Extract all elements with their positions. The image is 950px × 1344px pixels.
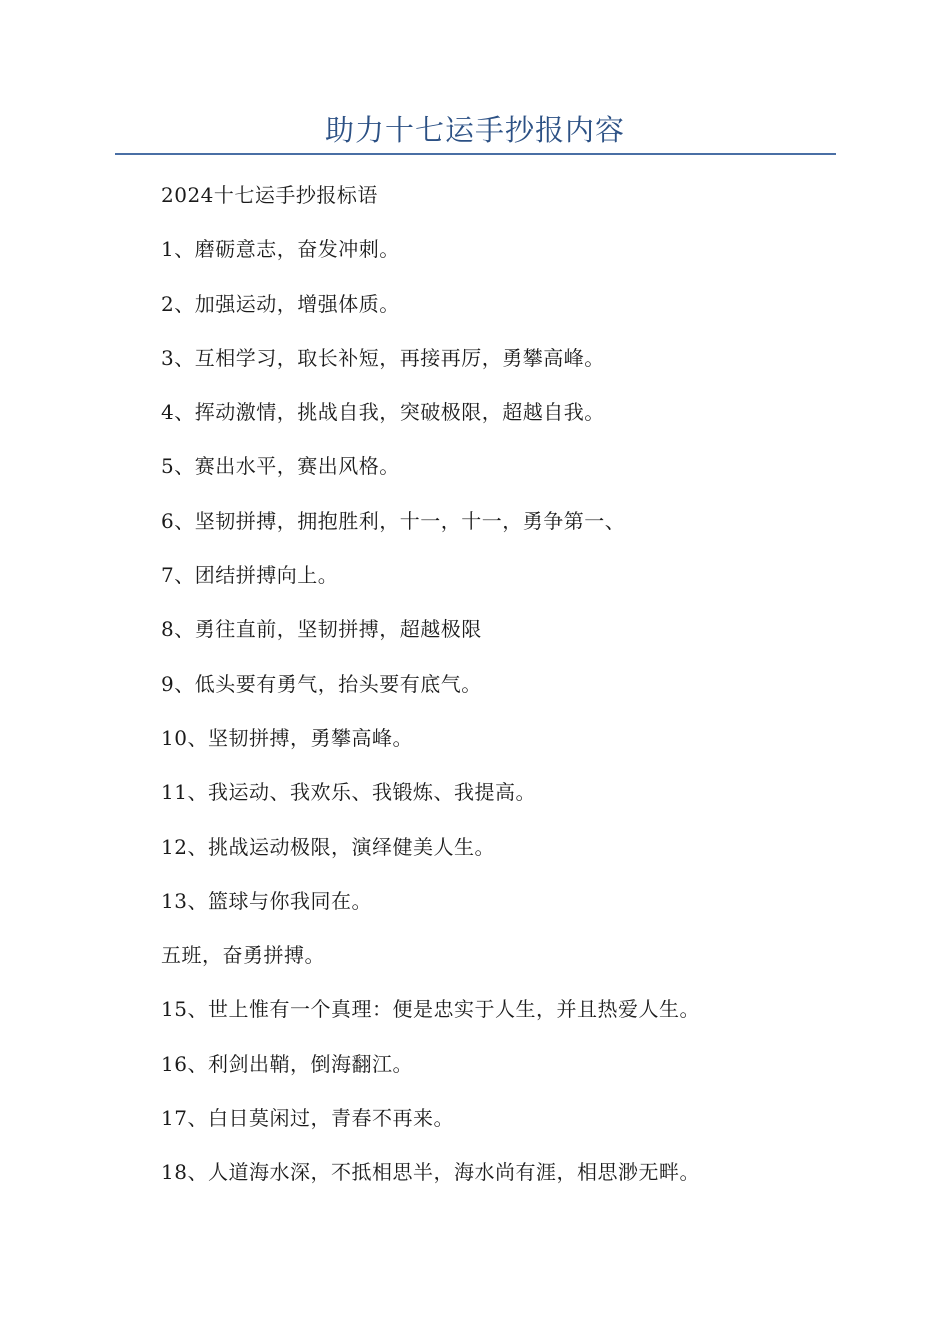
page-title: 助力十七运手抄报内容 — [324, 113, 625, 147]
list-item: 10、坚韧拼搏，勇攀高峰。 — [161, 725, 413, 750]
slogan-list — [161, 180, 861, 1212]
list-item: 12、挑战运动极限，演绎健美人生。 — [161, 834, 495, 859]
list-item: 11、我运动、我欢乐、我锻炼、我提高。 — [161, 780, 536, 805]
list-item: 15、世上惟有一个真理：便是忠实于人生，并且热爱人生。 — [161, 997, 700, 1022]
list-item: 18、人道海水深，不抵相思半，海水尚有涯，相思渺无畔。 — [161, 1160, 700, 1185]
list-item: 3、互相学习，取长补短，再接再厉，勇攀高峰。 — [161, 345, 605, 370]
list-item: 8、勇往直前，坚韧拼搏，超越极限 — [161, 617, 482, 642]
list-item: 9、低头要有勇气，抬头要有底气。 — [161, 671, 482, 696]
list-item: 五班，奋勇拼搏。 — [161, 943, 325, 968]
list-item: 5、赛出水平，赛出风格。 — [161, 454, 400, 479]
list-heading: 2024十七运手抄报标语 — [161, 183, 378, 207]
list-item: 1、磨砺意志，奋发冲刺。 — [161, 237, 400, 262]
list-item: 13、篮球与你我同在。 — [161, 888, 372, 913]
title-underline — [115, 153, 836, 155]
list-item: 2、加强运动，增强体质。 — [161, 291, 400, 316]
list-item: 4、挥动激情，挑战自我，突破极限，超越自我。 — [161, 400, 605, 425]
list-item: 16、利剑出鞘，倒海翻江。 — [161, 1051, 413, 1076]
list-item: 17、白日莫闲过，青春不再来。 — [161, 1106, 454, 1131]
list-item: 7、团结拼搏向上。 — [161, 563, 339, 588]
list-item: 6、坚韧拼搏，拥抱胜利，十一，十一，勇争第一、 — [161, 508, 626, 533]
